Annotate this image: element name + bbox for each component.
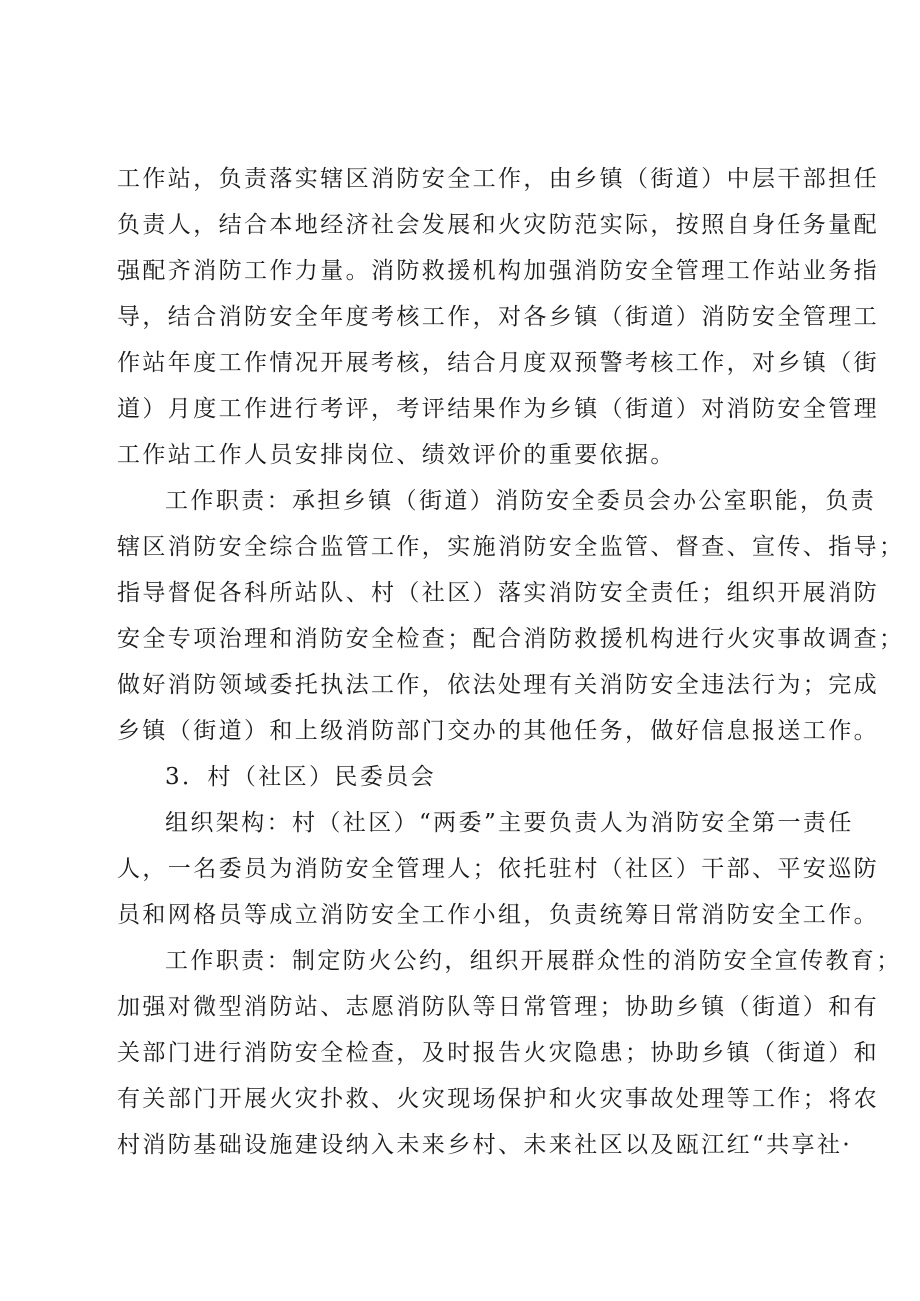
text-line: 有关部门开展火灾扑救、火灾现场保护和火灾事故处理等工作；将农 [117, 1086, 879, 1112]
text-line: 人，一名委员为消防安全管理人；依托驻村（社区）干部、平安巡防 [117, 856, 879, 882]
text-line: 做好消防领域委托执法工作，依法处理有关消防安全违法行为；完成 [117, 672, 879, 698]
paragraph-start-line: 工作职责：承担乡镇（街道）消防安全委员会办公室职能，负责 [165, 488, 877, 514]
text-line: 安全专项治理和消防安全检查；配合消防救援机构进行火灾事故调查； [117, 626, 905, 652]
text-line: 员和网格员等成立消防安全工作小组，负责统筹日常消防安全工作。 [117, 902, 879, 928]
text-line: 村消防基础设施建设纳入未来乡村、未来社区以及瓯江红“共享社· [117, 1132, 853, 1158]
text-line: 导，结合消防安全年度考核工作，对各乡镇（街道）消防安全管理工 [117, 304, 879, 330]
paragraph-start-line: 工作职责：制定防火公约，组织开展群众性的消防安全宣传教育； [165, 948, 902, 974]
text-line: 乡镇（街道）和上级消防部门交办的其他任务，做好信息报送工作。 [117, 718, 879, 744]
paragraph-start-line: 组织架构：村（社区）“两委”主要负责人为消防安全第一责任 [165, 810, 854, 836]
text-line: 指导督促各科所站队、村（社区）落实消防安全责任；组织开展消防 [117, 580, 879, 606]
text-line: 工作站工作人员安排岗位、绩效评价的重要依据。 [117, 442, 676, 468]
text-line: 辖区消防安全综合监管工作，实施消防安全监管、督查、宣传、指导； [117, 534, 905, 560]
text-line: 强配齐消防工作力量。消防救援机构加强消防安全管理工作站业务指 [117, 258, 879, 284]
text-line: 关部门进行消防安全检查，及时报告火灾隐患；协助乡镇（街道）和 [117, 1040, 879, 1066]
section-heading: 3．村（社区）民委员会 [165, 764, 437, 790]
text-line: 加强对微型消防站、志愿消防队等日常管理；协助乡镇（街道）和有 [117, 994, 879, 1020]
body-text [117, 158, 905, 1170]
text-line: 道）月度工作进行考评，考评结果作为乡镇（街道）对消防安全管理 [117, 396, 879, 422]
text-line: 作站年度工作情况开展考核，结合月度双预警考核工作，对乡镇（街 [117, 350, 879, 376]
text-line: 工作站，负责落实辖区消防安全工作，由乡镇（街道）中层干部担任 [117, 166, 879, 192]
text-line: 负责人，结合本地经济社会发展和火灾防范实际，按照自身任务量配 [117, 212, 879, 238]
